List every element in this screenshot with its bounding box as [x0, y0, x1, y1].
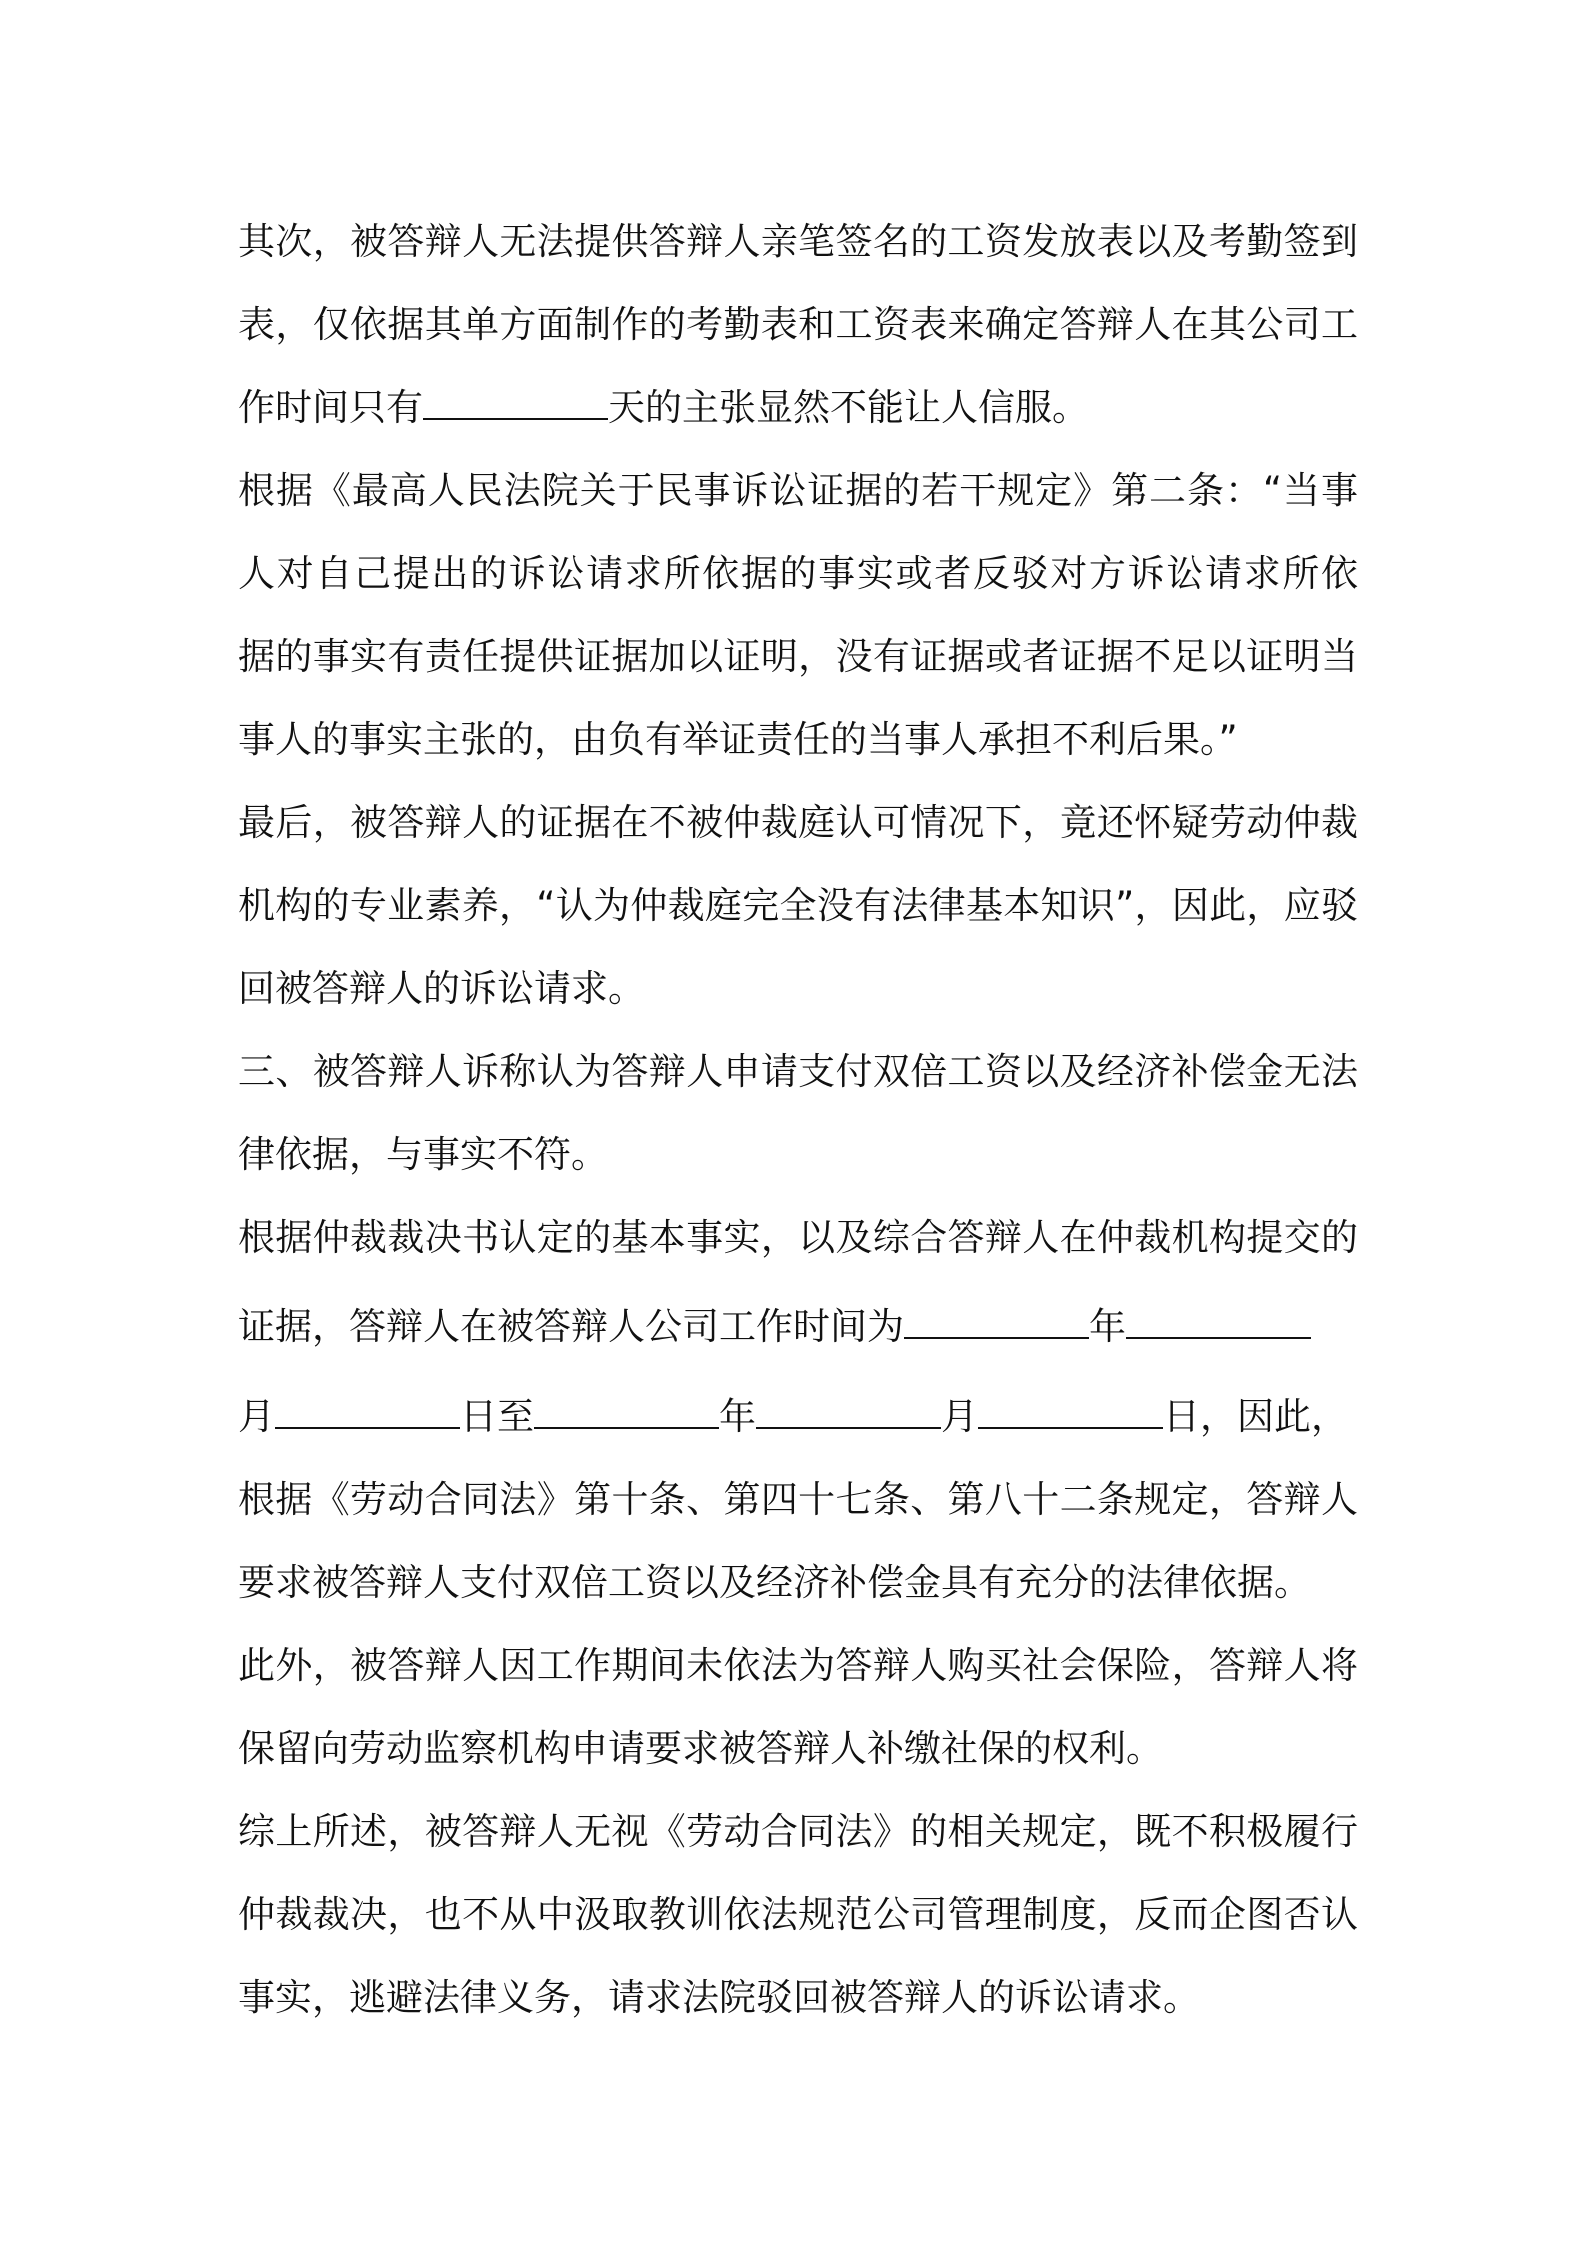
- text-fragment: 证据，答辩人在被答辩人公司工作时间为: [238, 1305, 904, 1348]
- paragraph-line: 要求被答辩人支付双倍工资以及经济补偿金具有充分的法律依据。: [238, 1561, 1311, 1604]
- paragraph-line: 律依据，与事实不符。: [238, 1133, 608, 1176]
- paragraph-line: 其次，被答辩人无法提供答辩人亲笔签名的工资发放表以及考勤签到: [238, 220, 1358, 263]
- paragraph-line: 根据《劳动合同法》第十条、第四十七条、第八十二条规定，答辩人: [238, 1478, 1358, 1521]
- text-fragment: 日，因此，: [1163, 1395, 1348, 1438]
- paragraph-line: 据的事实有责任提供证据加以证明，没有证据或者证据不足以证明当: [238, 635, 1358, 678]
- paragraph-line: 此外，被答辩人因工作期间未依法为答辩人购买社会保险，答辩人将: [238, 1644, 1358, 1687]
- text-fragment: 日至: [460, 1395, 534, 1438]
- paragraph-line: 根据《最高人民法院关于民事诉讼证据的若干规定》第二条：“当事: [238, 469, 1358, 512]
- paragraph-line: 机构的专业素养，“认为仲裁庭完全没有法律基本知识”，因此，应驳: [238, 884, 1358, 927]
- paragraph-line: 仲裁裁决，也不从中汲取教训依法规范公司管理制度，反而企图否认: [238, 1893, 1358, 1936]
- paragraph-line: [238, 366, 1358, 449]
- fill-in-blank-month-end: [756, 1397, 941, 1429]
- document-body: [238, 200, 1358, 2039]
- paragraph-line: 保留向劳动监察机构申请要求被答辩人补缴社保的权利。: [238, 1727, 1163, 1770]
- fill-in-blank-month-start-a: [1126, 1307, 1311, 1339]
- text-fragment: 天的主张显然不能让人信服。: [608, 386, 1089, 429]
- fill-in-blank-year-start: [904, 1307, 1089, 1339]
- text-fragment: 月: [238, 1395, 275, 1438]
- date-line: [238, 1375, 1358, 1458]
- paragraph-line: 根据仲裁裁决书认定的基本事实，以及综合答辩人在仲裁机构提交的: [238, 1216, 1358, 1259]
- text-fragment: 作时间只有: [238, 386, 423, 429]
- date-line: [238, 1279, 1358, 1375]
- paragraph-line: 最后，被答辩人的证据在不被仲裁庭认可情况下，竟还怀疑劳动仲裁: [238, 801, 1358, 844]
- text-fragment: 月: [941, 1395, 978, 1438]
- paragraph-line: 综上所述，被答辩人无视《劳动合同法》的相关规定，既不积极履行: [238, 1810, 1358, 1853]
- paragraph-line: 回被答辩人的诉讼请求。: [238, 967, 645, 1010]
- fill-in-blank-day-end: [978, 1397, 1163, 1429]
- paragraph-line: 事人的事实主张的，由负有举证责任的当事人承担不利后果。”: [238, 718, 1238, 761]
- text-fragment: 年: [719, 1395, 756, 1438]
- paragraph-line: 三、被答辩人诉称认为答辩人申请支付双倍工资以及经济补偿金无法: [238, 1050, 1358, 1093]
- text-fragment: 年: [1089, 1305, 1126, 1348]
- fill-in-blank-year-end: [534, 1397, 719, 1429]
- fill-in-blank-day-start: [275, 1397, 460, 1429]
- paragraph-line: 事实，逃避法律义务，请求法院驳回被答辩人的诉讼请求。: [238, 1976, 1200, 2019]
- paragraph-line: 表，仅依据其单方面制作的考勤表和工资表来确定答辩人在其公司工: [238, 303, 1358, 346]
- paragraph-line: 人对自己提出的诉讼请求所依据的事实或者反驳对方诉讼请求所依: [238, 552, 1358, 595]
- fill-in-blank-days: [423, 388, 608, 420]
